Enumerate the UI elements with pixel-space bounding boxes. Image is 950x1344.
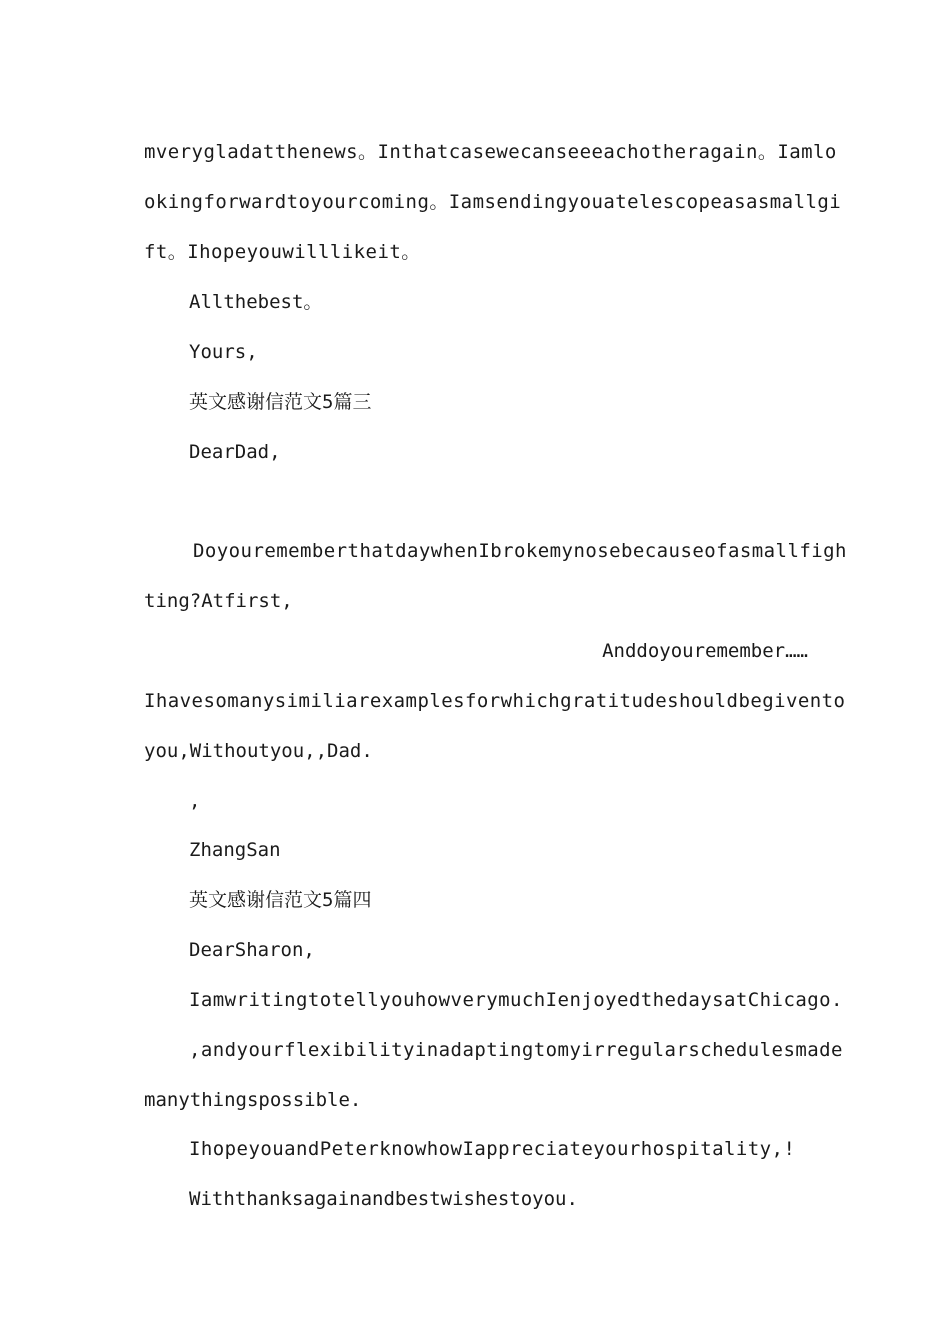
text-line: , xyxy=(189,790,201,812)
text-line: IamwritingtotellyouhowverymuchIenjoyedthedaysatChicago. xyxy=(189,989,843,1011)
text-line: ting?Atfirst, xyxy=(144,590,293,612)
text-line: you,Withoutyou,,Dad. xyxy=(144,740,373,762)
section-heading: 英文感谢信范文5篇三 xyxy=(189,391,372,413)
signature: ZhangSan xyxy=(189,839,281,861)
text-line: manythingspossible. xyxy=(144,1089,362,1111)
text-line: IhopeyouandPeterknowhowIappreciateyourhospitality,! xyxy=(189,1138,796,1160)
text-line: okingforwardtoyourcoming。Iamsendingyouatelescopeasasmallgi xyxy=(144,191,842,213)
text-line: Ihavesomanysimiliarexamplesforwhichgratitudeshouldbegivento xyxy=(144,690,846,712)
section-heading: 英文感谢信范文5篇四 xyxy=(189,889,372,911)
text-line: ft。Ihopeyouwilllikeit。 xyxy=(144,241,421,263)
text-line: Allthebest。 xyxy=(189,291,323,313)
salutation: DearDad, xyxy=(189,441,281,463)
text-line: ,andyourflexibilityinadaptingtomyirregularschedulesmade xyxy=(189,1039,843,1061)
salutation: DearSharon, xyxy=(189,939,315,961)
text-line: Doyouremember​thatdaywhenIbrokemynosebecauseofasmallfigh xyxy=(193,540,847,562)
text-line: Anddoyouremember…… xyxy=(602,640,808,662)
text-line: Yours, xyxy=(189,341,258,363)
text-line: mverygladatthenews。Inthatcasewecanseeeachotheragain。Iamlo xyxy=(144,141,837,163)
text-line: Withthanksagainandbestwishestoyou. xyxy=(189,1188,578,1210)
